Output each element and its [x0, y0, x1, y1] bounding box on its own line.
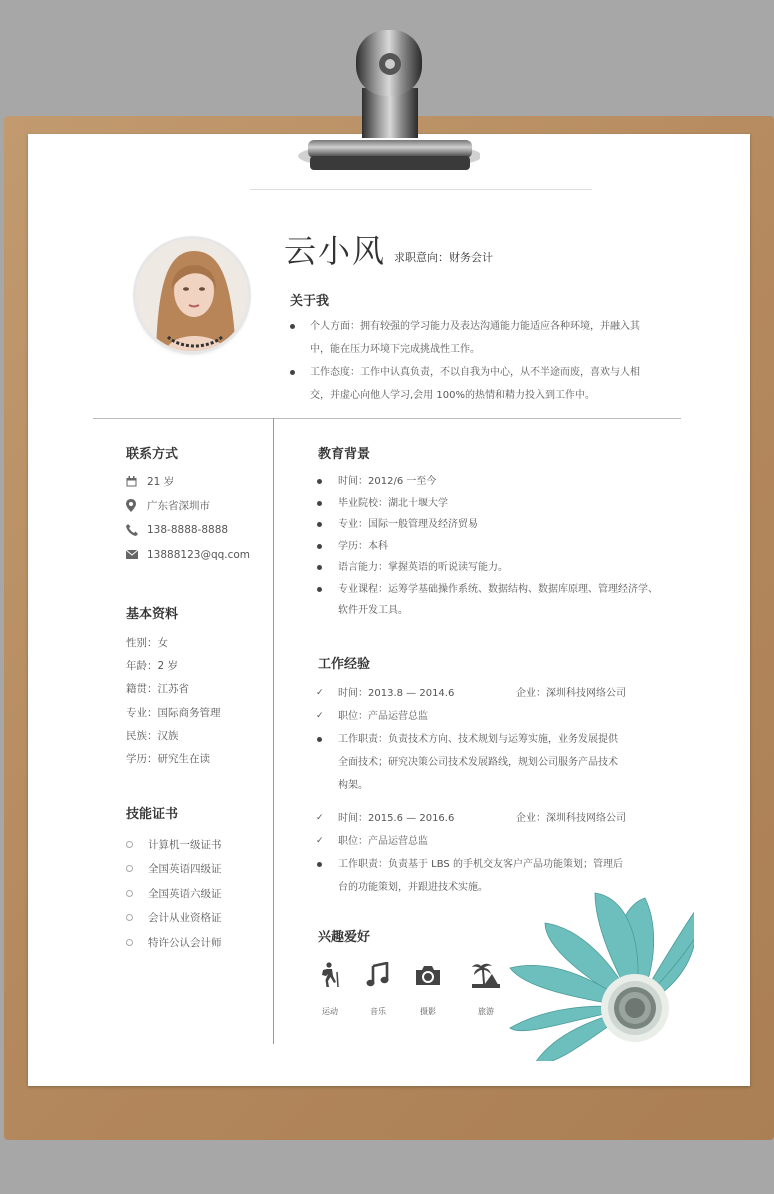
bullet-icon: [317, 587, 322, 592]
hiking-icon: [318, 962, 342, 988]
education-list: [316, 471, 658, 622]
column-divider: [273, 418, 274, 1044]
list-item: 个人方面：拥有较强的学习能力及表达沟通能力能适应各种环境，并融入其 中，能在压力环境下完成挑战性工作。: [290, 315, 660, 361]
list-item: 计算机一级证书: [126, 832, 222, 857]
list-item: 性别：女: [126, 637, 168, 650]
list-item: 语言能力：掌握英语的听说读写能力。: [316, 557, 658, 579]
contact-phone[interactable]: 138-8888-8888: [126, 518, 250, 543]
hobbies-title: 兴趣爱好: [318, 930, 371, 945]
basic-title: 基本资料: [126, 607, 179, 622]
bullet-icon: [317, 501, 322, 506]
list-item: 毕业院校：湖北十堰大学: [316, 493, 658, 515]
list-item: 全国英语六级证: [126, 881, 222, 906]
bullet-icon: [317, 479, 322, 484]
job-duty-row: 工作职责：负责技术方向、技术规划与运筹实施，业务发展提供 全面技术；研究决策公司技术发展路线，规划公司服务产品技术 构架。: [316, 728, 656, 797]
job-position-row: ✓ 职位：产品运营总监: [316, 830, 656, 853]
list-item: 专业：国际一般管理及经济贸易: [316, 514, 658, 536]
hobby-travel: 旅游: [466, 962, 506, 1017]
job-time-row: ✓ 时间：2013.8 — 2014.6 企业：深圳科技网络公司: [316, 682, 656, 705]
flower-illustration: [505, 888, 694, 1061]
contact-list: [126, 469, 250, 567]
bullet-icon: [317, 544, 322, 549]
mail-icon: [126, 550, 147, 559]
work-title: 工作经验: [318, 657, 371, 672]
check-icon: ✓: [316, 836, 324, 846]
job-duty-row: 工作职责：负责基于 LBS 的手机交友客户产品功能策划；管理后 台的功能策划，并跟进技术实施。: [316, 853, 656, 899]
list-item: 民族：汉族: [126, 729, 179, 742]
circle-bullet-icon: [126, 841, 133, 848]
check-icon: ✓: [316, 813, 324, 823]
circle-bullet-icon: [126, 939, 133, 946]
bullet-icon: [290, 324, 295, 329]
bullet-icon: [317, 737, 322, 742]
skills-list: [126, 832, 222, 955]
hobby-photo: 摄影: [408, 962, 448, 1017]
palm-tree-icon: [472, 962, 500, 988]
contact-title: 联系方式: [126, 447, 179, 462]
list-item: 特许公认会计师: [126, 930, 222, 955]
list-item: 学历：研究生在读: [126, 753, 210, 766]
education-title: 教育背景: [318, 447, 371, 462]
about-list: [290, 315, 660, 407]
avatar: [136, 239, 248, 351]
camera-icon: [415, 962, 441, 988]
circle-bullet-icon: [126, 890, 133, 897]
map-pin-icon: [126, 499, 147, 512]
bullet-icon: [317, 522, 322, 527]
work-list: [316, 682, 656, 899]
list-item: 学历：本科: [316, 536, 658, 558]
circle-bullet-icon: [126, 865, 133, 872]
hobby-music: 音乐: [358, 962, 398, 1017]
about-title: 关于我: [290, 294, 330, 309]
hobby-sport: 运动: [310, 962, 350, 1017]
job-intent: 求职意向：财务会计: [394, 251, 493, 264]
contact-location: 广东省深圳市: [126, 494, 250, 519]
job-position-row: ✓ 职位：产品运营总监: [316, 705, 656, 728]
bullet-icon: [317, 862, 322, 867]
bullet-icon: [317, 565, 322, 570]
list-item: 会计从业资格证: [126, 906, 222, 931]
bullet-icon: [290, 370, 295, 375]
check-icon: ✓: [316, 688, 324, 698]
list-item: 时间：2012/6 一至今: [316, 471, 658, 493]
list-item: 年龄：2 岁: [126, 660, 179, 673]
skills-title: 技能证书: [126, 807, 179, 822]
list-item: 全国英语四级证: [126, 857, 222, 882]
job-time-row: ✓ 时间：2015.6 — 2016.6 企业：深圳科技网络公司: [316, 807, 656, 830]
header-divider: [250, 189, 592, 190]
contact-email[interactable]: 13888123@qq.com: [126, 543, 250, 568]
candidate-name: 云小风: [284, 232, 387, 270]
calendar-icon: [126, 476, 147, 487]
section-divider: [93, 418, 681, 419]
music-note-icon: [366, 962, 390, 988]
circle-bullet-icon: [126, 914, 133, 921]
check-icon: ✓: [316, 711, 324, 721]
list-item: 工作态度：工作中认真负责，不以自我为中心，从不半途而废，喜欢与人相 交，并虚心向他人学习,会用 100%的热情和精力投入到工作中。: [290, 361, 660, 407]
basic-list: [126, 631, 221, 770]
phone-icon: [126, 524, 147, 536]
list-item: 专业课程：运筹学基础操作系统、数据结构、数据库原理、管理经济学、 软件开发工具。: [316, 579, 658, 622]
list-item: 籍贯：江苏省: [126, 683, 189, 696]
contact-age: 21 岁: [126, 469, 250, 494]
list-item: 专业：国际商务管理: [126, 706, 221, 719]
binder-clip-icon: [296, 20, 480, 180]
